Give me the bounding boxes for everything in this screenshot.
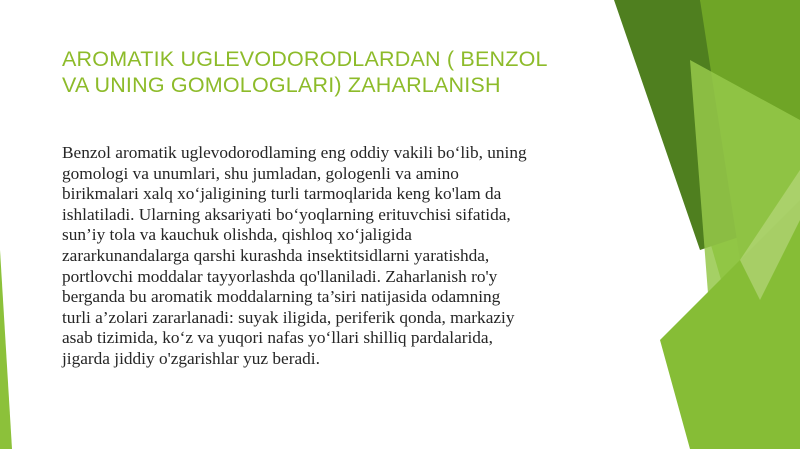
body-line: gomologi va unumlari, shu jumladan, gologenli va amino: [62, 163, 459, 183]
left-edge-shape: [0, 250, 12, 449]
body-line: jigarda jiddiy o'zgarishlar yuz beradi.: [62, 348, 320, 368]
body-line: sun’iy tola va kauchuk olishda, qishloq xo‘jaligida: [62, 225, 412, 245]
title-line: VA UNING GOMOLOGLARI) ZAHARLANISH: [62, 73, 501, 97]
body-line: Benzol aromatik uglevodorodlaming eng oddiy vakili bo‘lib, uning: [62, 143, 527, 162]
body-line: portlovchi moddalar tayyorlashda qo'llaniladi. Zaharlanish ro'y: [62, 266, 498, 286]
body-line: asab tizimida, ko‘z va yuqori nafas yo‘llari shilliq pardalarida,: [62, 328, 493, 348]
body-line: ishlatiladi. Ularning aksariyati bo‘yoqlarning erituvchisi sifatida,: [62, 204, 511, 224]
body-paragraph: [62, 143, 622, 370]
body-line: berganda bu aromatik moddalarning ta’siri natijasida odamning: [62, 287, 501, 307]
slide-title: [62, 46, 622, 98]
title-line: AROMATIK UGLEVODORODLARDAN ( BENZOL: [62, 47, 548, 71]
body-line: turli a’zolari zararlanadi: suyak iligida, periferik qonda, markaziy: [62, 307, 515, 327]
body-line: zararkunandalarga qarshi kurashda insektitsidlarni yaratishda,: [62, 245, 490, 265]
body-line: birikmalari xalq xo‘jaligining turli tarmoqlarida keng ko'lam da: [62, 184, 502, 204]
